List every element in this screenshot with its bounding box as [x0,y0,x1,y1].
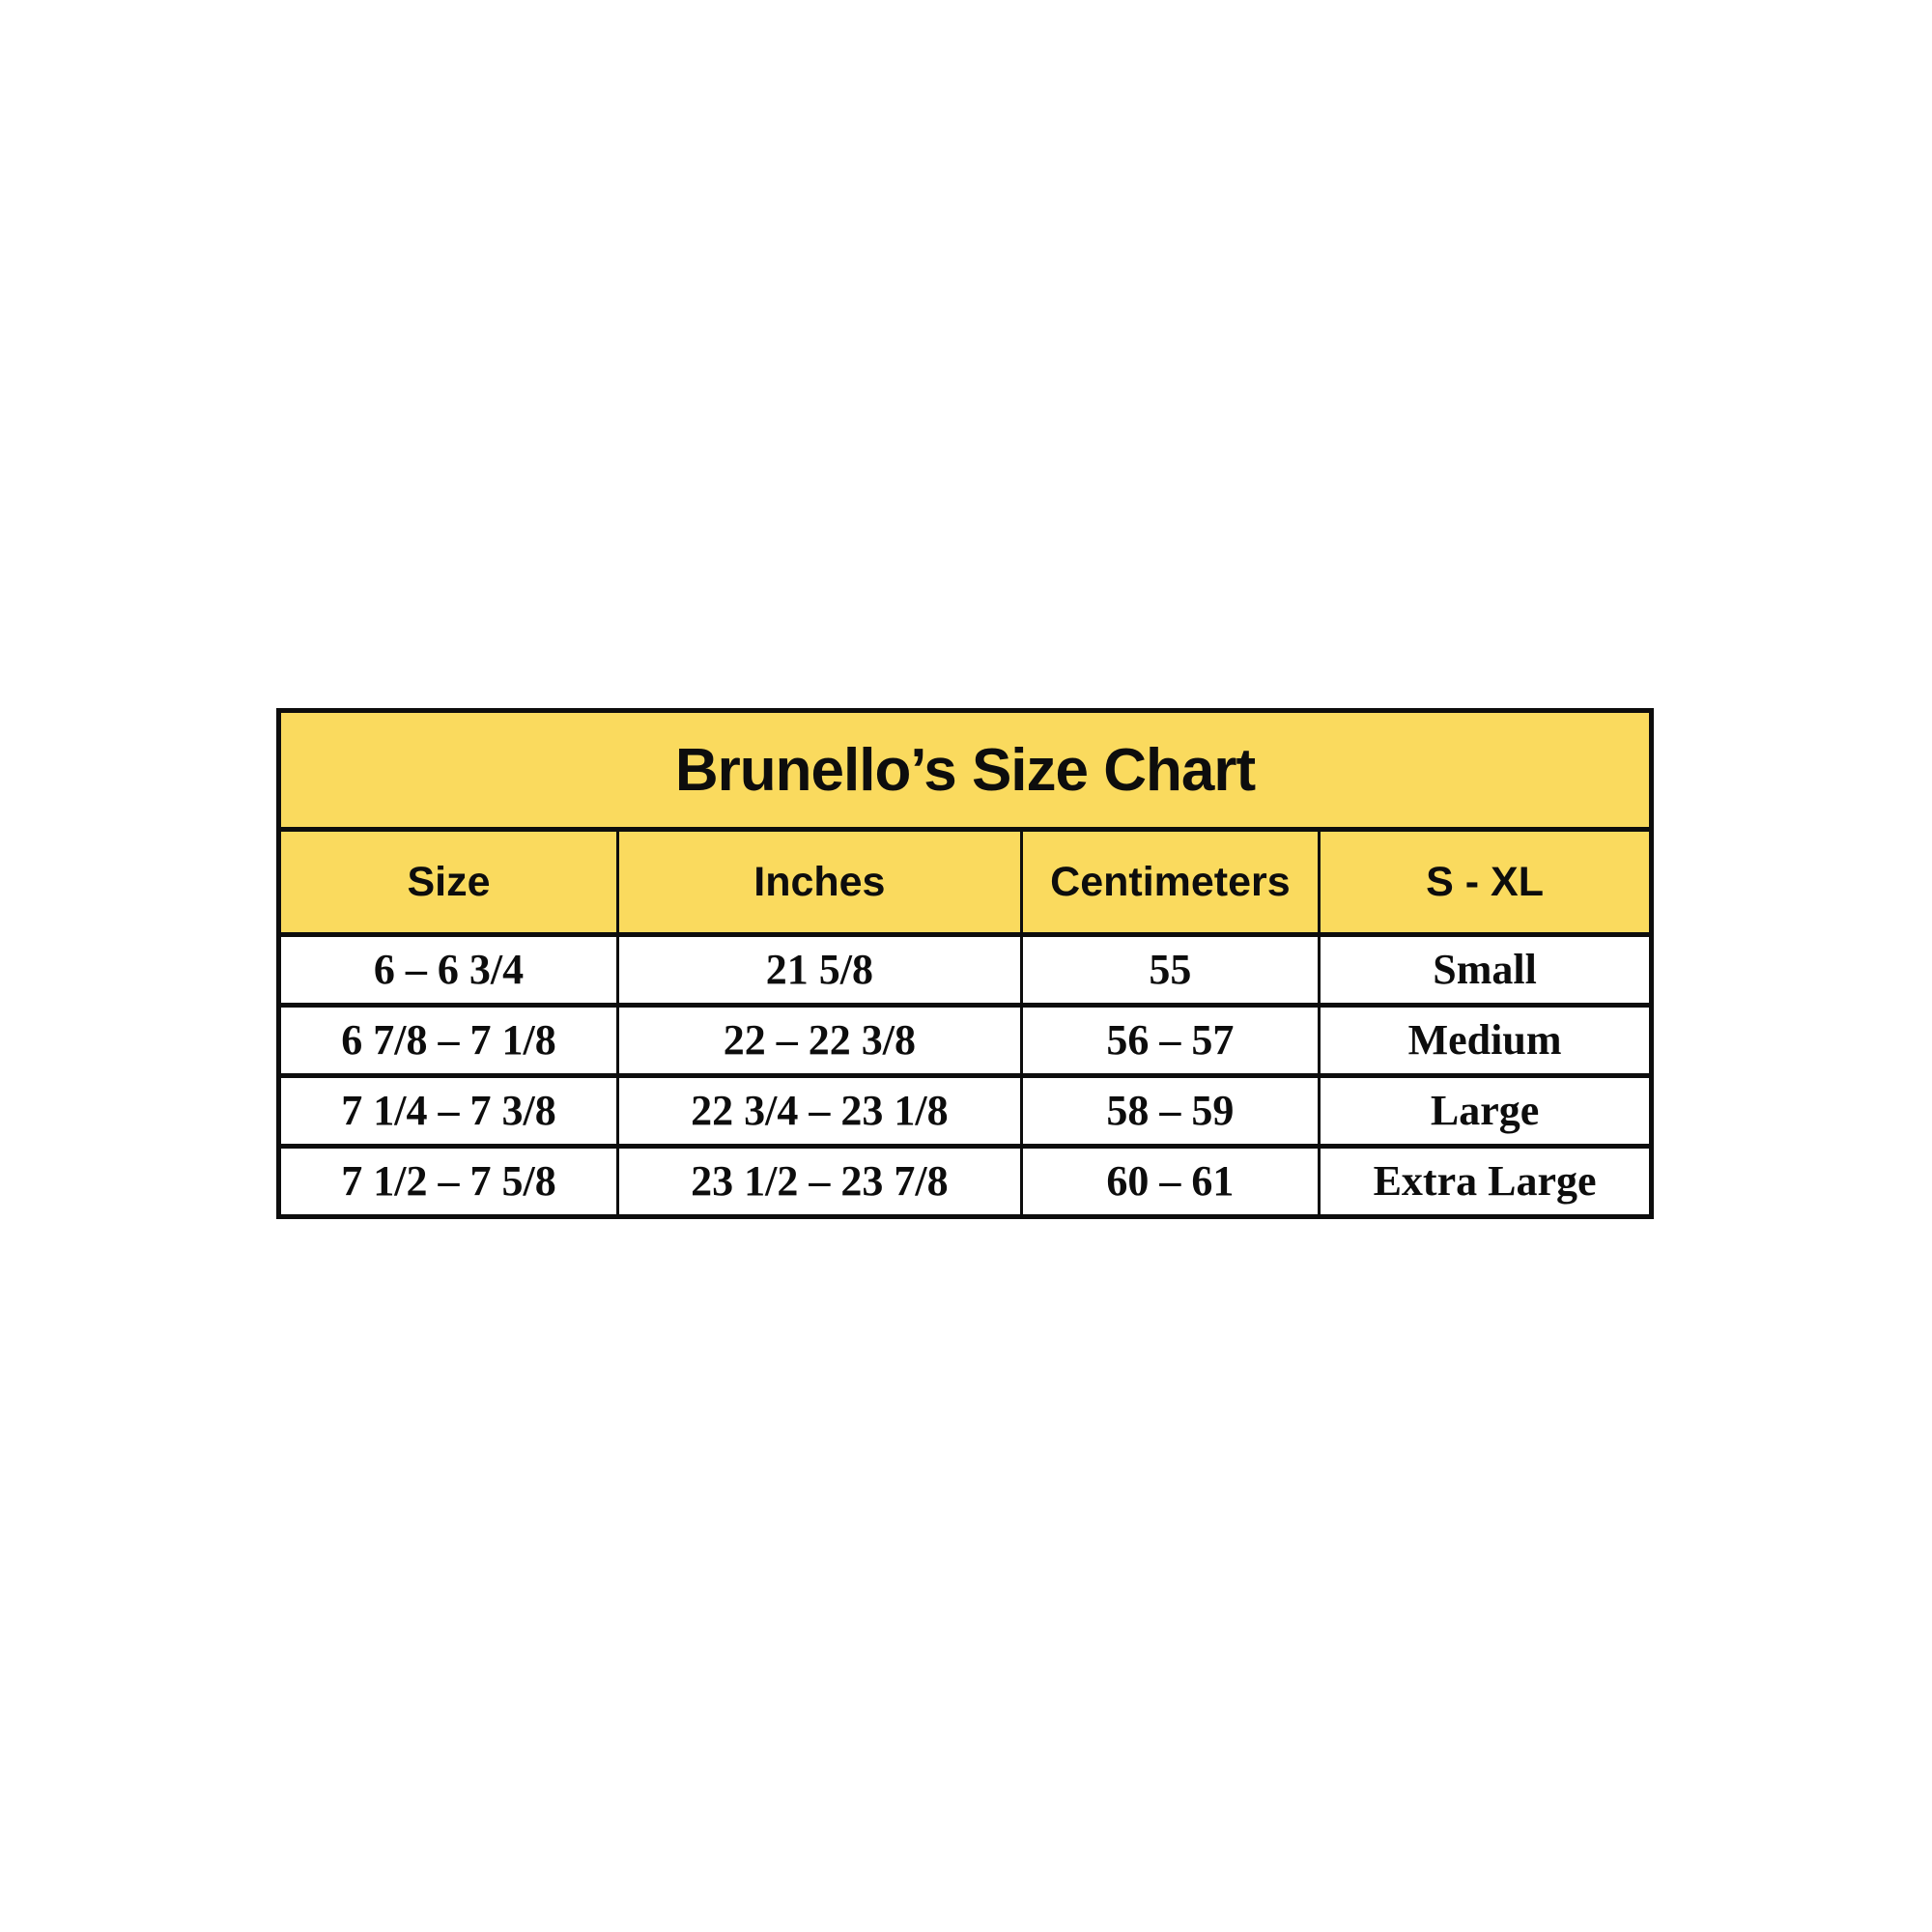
cell-extra-large-label: Extra Large [1320,1147,1652,1217]
cell-medium-inches: 22 – 22 3/8 [617,1006,1021,1076]
cell-large-size: 7 1/4 – 7 3/8 [279,1076,618,1147]
cell-extra-large-size: 7 1/2 – 7 5/8 [279,1147,618,1217]
table-row-medium [279,1006,1652,1076]
cell-small-size: 6 – 6 3/4 [279,935,618,1006]
column-header-size: Size [279,830,618,935]
column-header-inches: Inches [617,830,1021,935]
table-row-extra-large [279,1147,1652,1217]
size-chart-container [276,708,1654,1219]
title-row [279,711,1652,830]
cell-small-inches: 21 5/8 [617,935,1021,1006]
chart-title: Brunello’s Size Chart [279,711,1652,830]
cell-large-inches: 22 3/4 – 23 1/8 [617,1076,1021,1147]
cell-large-centimeters: 58 – 59 [1021,1076,1319,1147]
cell-extra-large-centimeters: 60 – 61 [1021,1147,1319,1217]
cell-small-label: Small [1320,935,1652,1006]
size-chart-table [276,708,1654,1219]
column-header-s-xl: S - XL [1320,830,1652,935]
cell-small-centimeters: 55 [1021,935,1319,1006]
cell-medium-label: Medium [1320,1006,1652,1076]
cell-medium-centimeters: 56 – 57 [1021,1006,1319,1076]
cell-medium-size: 6 7/8 – 7 1/8 [279,1006,618,1076]
header-row [279,830,1652,935]
cell-large-label: Large [1320,1076,1652,1147]
table-row-large [279,1076,1652,1147]
table-row-small [279,935,1652,1006]
column-header-centimeters: Centimeters [1021,830,1319,935]
cell-extra-large-inches: 23 1/2 – 23 7/8 [617,1147,1021,1217]
